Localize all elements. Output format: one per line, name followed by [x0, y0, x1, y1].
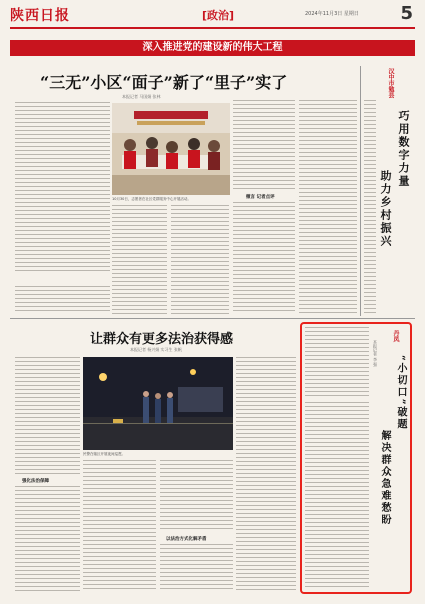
sidebar-text: [364, 100, 376, 315]
article1-text-col2: [112, 205, 167, 315]
article1-photo: [112, 103, 230, 195]
highlight-location: 丹凤: [392, 330, 399, 342]
article1-headline: “三无”小区“面子”新了“里子”实了: [40, 73, 288, 92]
article1-byline: 本报记者 马国娟 张林: [122, 94, 161, 99]
column-divider: [360, 66, 361, 316]
article2-headline: 让群众有更多法治获得感: [90, 332, 234, 347]
article2-text-col1: [15, 357, 80, 475]
article1-text-col5: [233, 202, 295, 314]
highlight-text-top: [305, 327, 369, 397]
article2-text-col3: [160, 460, 233, 532]
section-label: [政治]: [202, 9, 235, 22]
article1-text-col1b: [15, 286, 110, 314]
issue-date: 2024年11月3日 星期日: [305, 11, 359, 17]
article2-subhead1: 强化法治保障: [22, 479, 49, 484]
article1-subhead: 微言 记者点评: [246, 195, 275, 200]
article2-photo-caption: 民警在辖区开展夜间巡逻。: [83, 452, 125, 456]
article1-text-col4: [233, 100, 295, 190]
article2-text-col3b: [160, 544, 233, 592]
article2-text-col1b: [15, 486, 80, 592]
highlight-title-line1: “小切口”破题: [395, 355, 406, 431]
article1-text-col6: [299, 100, 357, 314]
masthead: [10, 5, 415, 29]
newspaper-logo: 陕西日报: [10, 8, 70, 24]
horizontal-divider: [10, 318, 415, 319]
sidebar-location: 汉中市勉县: [387, 68, 394, 98]
article2-subhead2: 以法治方式化解矛盾: [166, 537, 207, 542]
highlight-title-line2: 解决群众急难愁盼: [379, 430, 390, 526]
topic-banner: 深入推进党的建设新的伟大工程: [10, 40, 415, 56]
sidebar-title-line1: 巧用数字力量: [397, 110, 410, 188]
page-number: 5: [400, 3, 413, 24]
sidebar-title-line2: 助力乡村振兴: [379, 170, 392, 248]
highlight-text-body: [305, 402, 369, 588]
article1-text-col3: [171, 205, 229, 315]
article1-text-col1: [15, 102, 110, 272]
article1-photo-caption: 10月30日，志愿者在社区党群服务中心开展活动。: [112, 197, 191, 201]
article2-text-col4: [236, 357, 296, 592]
article2-text-col2: [83, 460, 156, 592]
highlight-byline: 本报记者 李 强: [373, 340, 378, 367]
article2-photo: [83, 357, 233, 450]
article2-byline: 本报记者 杨兴娟 实习生 张帆: [130, 347, 182, 352]
